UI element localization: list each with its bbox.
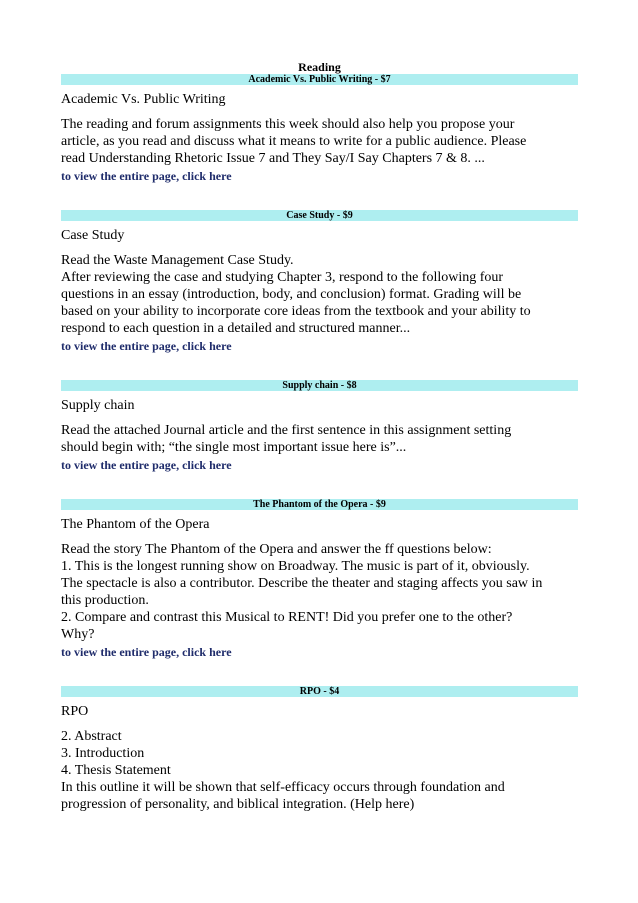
section-spacer <box>61 185 578 210</box>
listing-header-bar: Academic Vs. Public Writing - $7 <box>61 74 578 85</box>
listing-title: The Phantom of the Opera <box>61 517 210 532</box>
listing-header-bar: The Phantom of the Opera - $9 <box>61 499 578 510</box>
section-spacer <box>61 474 578 499</box>
view-entire-page-link[interactable]: to view the entire page, click here <box>61 339 232 353</box>
section-spacer <box>61 661 578 686</box>
section-spacer <box>61 355 578 380</box>
listing-header-bar: RPO - $4 <box>61 686 578 697</box>
listing-header-bar: Case Study - $9 <box>61 210 578 221</box>
listing-description: The reading and forum assignments this week should also help you propose your article, as you read and discuss what it means to write for a public audience. Please read Understanding Rhetoric Issue 7 and They Say/I Say Chapters 7 & 8. ... <box>61 117 527 166</box>
listing-title: Case Study <box>61 228 125 243</box>
view-entire-page-link[interactable]: to view the entire page, click here <box>61 645 232 659</box>
listing-supply-chain <box>61 380 578 474</box>
listing-description: Read the story The Phantom of the Opera and answer the ff questions below: 1. This is the longest running show on Broadway. The music is part of it, obviously. The spectacle is also a contributor. Describe the theater and staging affects you saw in this production. 2. Compare and contrast this Musical to RENT! Did you prefer one to the other? Why? <box>61 542 543 642</box>
listing-description: Read the attached Journal article and the first sentence in this assignment setting should begin with; “the single most important issue here is”... <box>61 423 512 455</box>
listing-description: Read the Waste Management Case Study. After reviewing the case and studying Chapter 3, respond to the following four questions in an essay (introduction, body, and conclusion) format. Grading will be based on your ability to incorporate core ideas from the textbook and your ability to respond to each question in a detailed and structured manner... <box>61 253 531 336</box>
listing-title: Supply chain <box>61 398 135 413</box>
document-page <box>61 60 578 813</box>
page-title: Reading <box>298 60 341 74</box>
listing-title: RPO <box>61 704 89 719</box>
view-entire-page-link[interactable]: to view the entire page, click here <box>61 458 232 472</box>
listing-academic-writing <box>61 74 578 185</box>
listing-case-study <box>61 210 578 355</box>
listing-phantom-of-the-opera <box>61 499 578 661</box>
listing-header-bar: Supply chain - $8 <box>61 380 578 391</box>
listing-rpo <box>61 686 578 813</box>
listing-description: 2. Abstract 3. Introduction 4. Thesis Statement In this outline it will be shown that self-efficacy occurs through foundation and progression of personality, and biblical integration. (Help here) <box>61 729 505 812</box>
listing-title: Academic Vs. Public Writing <box>61 92 226 107</box>
view-entire-page-link[interactable]: to view the entire page, click here <box>61 169 232 183</box>
